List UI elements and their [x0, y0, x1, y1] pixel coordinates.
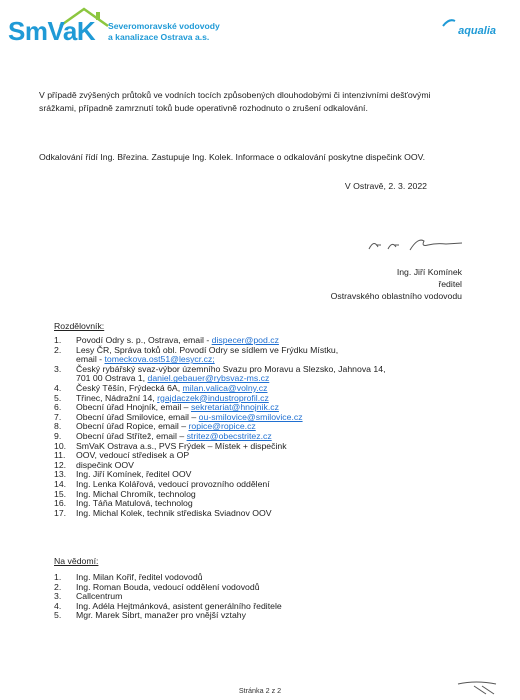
list-item-text: Český rybářský svaz-výbor územního Svazu pro Moravu a Slezsko, Jahnova 14,	[76, 363, 386, 374]
list-item-text: SmVaK Ostrava a.s., PVS Frýdek – Místek + dispečink	[76, 440, 287, 451]
list-item-text: Obecní úřad Hnojník, email –	[76, 402, 191, 413]
list-item-number: 5.	[54, 610, 62, 621]
list-item-number: 3.	[54, 363, 62, 374]
distribution-title: Rozdělovník:	[54, 321, 105, 331]
list-item-number: 4.	[54, 382, 62, 393]
list-item-text: email -	[76, 354, 105, 365]
list-item-text: Callcentrum	[76, 591, 123, 602]
email-link[interactable]: ou-smilovice@smilovice.cz	[198, 411, 303, 422]
list-item-number: 9.	[54, 430, 62, 441]
list-item-number: 6.	[54, 402, 62, 413]
list-item-text: 701 00 Ostrava 1,	[76, 373, 148, 384]
list-item-number: 1.	[54, 572, 62, 582]
list-item-text: Obecní úřad Střítež, email –	[76, 430, 187, 441]
email-link[interactable]: tomeckova.ost51@lesycr.cz;	[104, 354, 215, 365]
email-link[interactable]: daniel.gebauer@rybsvaz-ms.cz	[147, 373, 270, 384]
list-item-number: 10.	[54, 440, 67, 451]
list-item-number: 5.	[54, 392, 62, 403]
paragraph-flow-conditions: V případě zvýšených průtoků ve vodních tocích způsobených dlouhodobými či intenzivními dešťovými srážkami, případně zamrznutí toků bude operativně rozhodnuto o zrušení odkalování.	[39, 90, 431, 113]
signatory-role: ředitel	[438, 279, 462, 289]
list-item-text: Ing. Jiří Komínek, ředitel OOV	[76, 469, 192, 480]
list-item-text: Třinec, Nádražní 14,	[76, 392, 158, 403]
list-item-text: Ing. Táňa Matulová, technolog	[76, 498, 193, 509]
list-item-number: 1.	[54, 335, 62, 345]
corner-signature-mark	[456, 678, 506, 696]
list-item-number: 4.	[54, 600, 62, 611]
company-name-line1: Severomoravské vodovody	[108, 21, 220, 31]
list-item	[54, 509, 474, 519]
cc-title: Na vědomí:	[54, 556, 99, 566]
email-link[interactable]: rgajdaczek@industroprofil.cz	[157, 392, 269, 403]
company-name-line2: a kanalizace Ostrava a.s.	[108, 32, 210, 42]
company-name	[108, 21, 220, 43]
list-item-number: 17.	[54, 507, 67, 518]
list-item-number: 13.	[54, 469, 67, 480]
handwritten-signature	[366, 233, 466, 255]
email-link[interactable]: sekretariat@hnojnik.cz	[190, 402, 279, 413]
aqualia-drop-icon	[442, 18, 456, 28]
list-item-text: Obecní úřad Ropice, email –	[76, 421, 189, 432]
list-item-number: 7.	[54, 411, 62, 422]
cc-list	[54, 573, 474, 621]
page-number: Stránka 2 z 2	[238, 686, 282, 695]
signatory-org: Ostravského oblastního vodovodu	[330, 291, 462, 301]
list-item-number: 15.	[54, 488, 67, 499]
list-item-number: 2.	[54, 344, 62, 355]
partner-logo: aqualia	[458, 25, 496, 37]
list-item-text: Ing. Michal Chromík, technolog	[76, 488, 196, 499]
list-item-number: 3.	[54, 591, 62, 602]
list-item-text: Ing. Lenka Kolářová, vedoucí provozního oddělení	[76, 478, 270, 489]
email-link[interactable]: ropice@ropice.cz	[188, 421, 256, 432]
email-link[interactable]: dispecer@pod.cz	[211, 335, 279, 345]
list-item-number: 14.	[54, 478, 67, 489]
list-item-number: 11.	[54, 450, 66, 461]
list-item-text: Povodí Odry s. p., Ostrava, email -	[76, 335, 212, 345]
list-item-text: dispečink OOV	[76, 459, 134, 470]
list-item-text: OOV, vedoucí středisek a OP	[76, 450, 190, 461]
email-link[interactable]: stritez@obecstritez.cz	[186, 430, 272, 441]
list-item-text: Ing. Roman Bouda, vedoucí oddělení vodovodů	[76, 581, 260, 592]
list-item-text: Ing. Adéla Hejtmánková, asistent generálního ředitele	[76, 600, 282, 611]
document-date: V Ostravě, 2. 3. 2022	[344, 181, 427, 191]
list-item-text: Obecní úřad Smilovice, email –	[76, 411, 199, 422]
list-item-text: Český Těšín, Frýdecká 6A,	[76, 382, 183, 393]
signature-block	[300, 266, 462, 302]
email-link[interactable]: milan.valica@volny.cz	[182, 382, 268, 393]
list-item-text: Mgr. Marek Sibrt, manažer pro vnější vztahy	[76, 610, 246, 621]
paragraph-responsibility: Odkalování řídí Ing. Březina. Zastupuje Ing. Kolek. Informace o odkalování poskytne dispečink OOV.	[39, 152, 426, 162]
list-item-number: 2.	[54, 581, 62, 592]
list-item-number: 8.	[54, 421, 62, 432]
list-item-text: Ing. Milan Kořif, ředitel vodovodů	[76, 572, 203, 582]
list-item-text: Lesy ČR, Správa toků obl. Povodí Odry se sídlem ve Frýdku Místku,	[76, 344, 339, 355]
list-item	[54, 611, 474, 621]
signatory-name: Ing. Jiří Komínek	[396, 267, 462, 277]
company-logo: SmVaK	[8, 16, 96, 46]
list-item-number: 16.	[54, 498, 67, 509]
list-item-number: 12.	[54, 459, 67, 470]
distribution-list	[54, 336, 474, 518]
list-item-text: Ing. Michal Kolek, technik střediska Sviadnov OOV	[76, 507, 272, 518]
